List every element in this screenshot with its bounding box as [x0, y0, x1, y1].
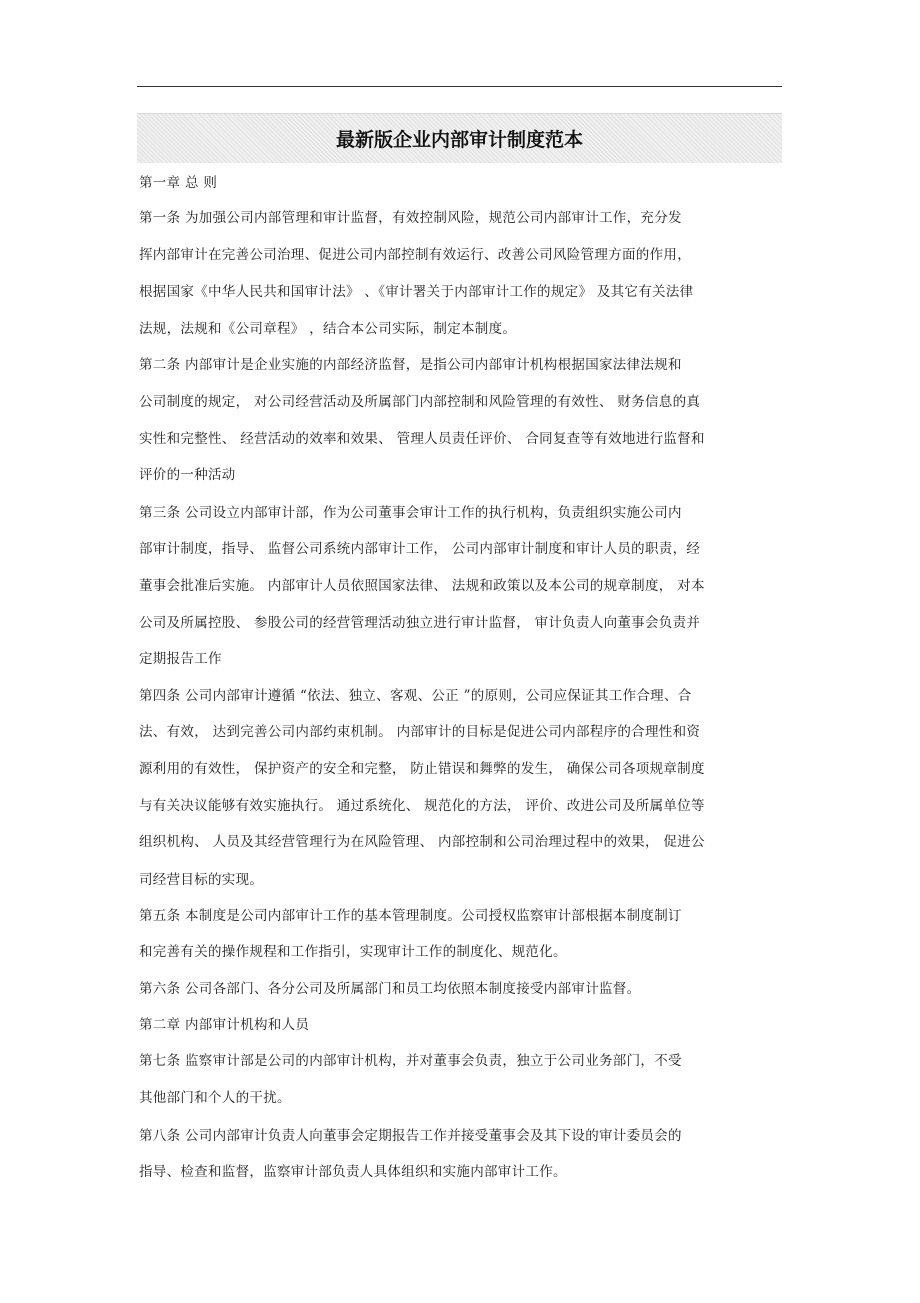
- chapter-heading: 第二章 内部审计机构和人员: [139, 1017, 310, 1033]
- text-line: 源利用的有效性， 保护资产的安全和完整， 防止错误和舞弊的发生， 确保公司各项规章制度: [139, 761, 705, 777]
- text-line: 公司及所属控股、 参股公司的经营管理活动独立进行审计监督， 审计负责人向董事会负责并: [139, 615, 701, 631]
- text-line: 实性和完整性、 经营活动的效率和效果、 管理人员责任评价、 合同复查等有效地进行监督和: [139, 431, 705, 447]
- text-line: 公司制度的规定， 对公司经营活动及所属部门内部控制和风险管理的有效性、 财务信息的真: [139, 394, 701, 410]
- text-line: 指导、检查和监督，监察审计部负责人具体组织和实施内部审计工作。: [139, 1164, 567, 1180]
- text-line: 其他部门和个人的干扰。: [139, 1090, 291, 1106]
- text-line: 定期报告工作: [139, 651, 222, 667]
- text-line: 法、有效， 达到完善公司内部约束机制。 内部审计的目标是促进公司内部程序的合理性和资: [139, 724, 701, 740]
- text-line: 董事会批准后实施。 内部审计人员依照国家法律、 法规和政策以及本公司的规章制度， 对本: [139, 578, 705, 594]
- text-line: 第三条 公司设立内部审计部，作为公司董事会审计工作的执行机构，负责组织实施公司内: [139, 505, 682, 521]
- text-line: 与有关决议能够有效实施执行。 通过系统化、 规范化的方法， 评价、改进公司及所属单位等: [139, 798, 705, 814]
- header-rule: [137, 86, 782, 87]
- text-line: 第六条 公司各部门、各分公司及所属部门和员工均依照本制度接受内部审计监督。: [139, 981, 641, 997]
- text-line: 法规，法规和《公司章程》 ，结合本公司实际，制定本制度。: [139, 321, 517, 337]
- text-line: 部审计制度，指导、 监督公司系统内部审计工作， 公司内部审计制度和审计人员的职责，经: [139, 541, 701, 557]
- text-line: 第一条 为加强公司内部管理和审计监督，有效控制风险，规范公司内部审计工作，充分发: [139, 210, 682, 226]
- text-line: 第五条 本制度是公司内部审计工作的基本管理制度。公司授权监察审计部根据本制度制订: [139, 908, 682, 924]
- text-line: 挥内部审计在完善公司治理、促进公司内部控制有效运行、改善公司风险管理方面的作用，: [139, 247, 691, 263]
- text-line: 第二条 内部审计是企业实施的内部经济监督，是指公司内部审计机构根据国家法律法规和: [139, 357, 682, 373]
- text-line: 根据国家《中华人民共和国审计法》 、《审计署关于内部审计工作的规定》 及其它有关法律: [139, 284, 694, 300]
- text-line: 第八条 公司内部审计负责人向董事会定期报告工作并接受董事会及其下设的审计委员会的: [139, 1128, 682, 1144]
- text-line: 评价的一种活动: [139, 467, 236, 483]
- text-line: 司经营目标的实现。: [139, 872, 264, 888]
- chapter-heading: 第一章 总 则: [139, 175, 218, 191]
- text-line: 组织机构、 人员及其经营管理行为在风险管理、 内部控制和公司治理过程中的效果， 促进公: [139, 834, 705, 850]
- title-banner: [137, 113, 782, 163]
- text-line: 和完善有关的操作规程和工作指引，实现审计工作的制度化、规范化。: [139, 944, 567, 960]
- text-line: 第七条 监察审计部是公司的内部审计机构，并对董事会负责，独立于公司业务部门，不受: [139, 1053, 682, 1069]
- text-line: 第四条 公司内部审计遵循 “依法、独立、客观、公正 ”的原则，公司应保证其工作合理、合: [139, 688, 692, 704]
- document-title: 最新版企业内部审计制度范本: [335, 129, 583, 151]
